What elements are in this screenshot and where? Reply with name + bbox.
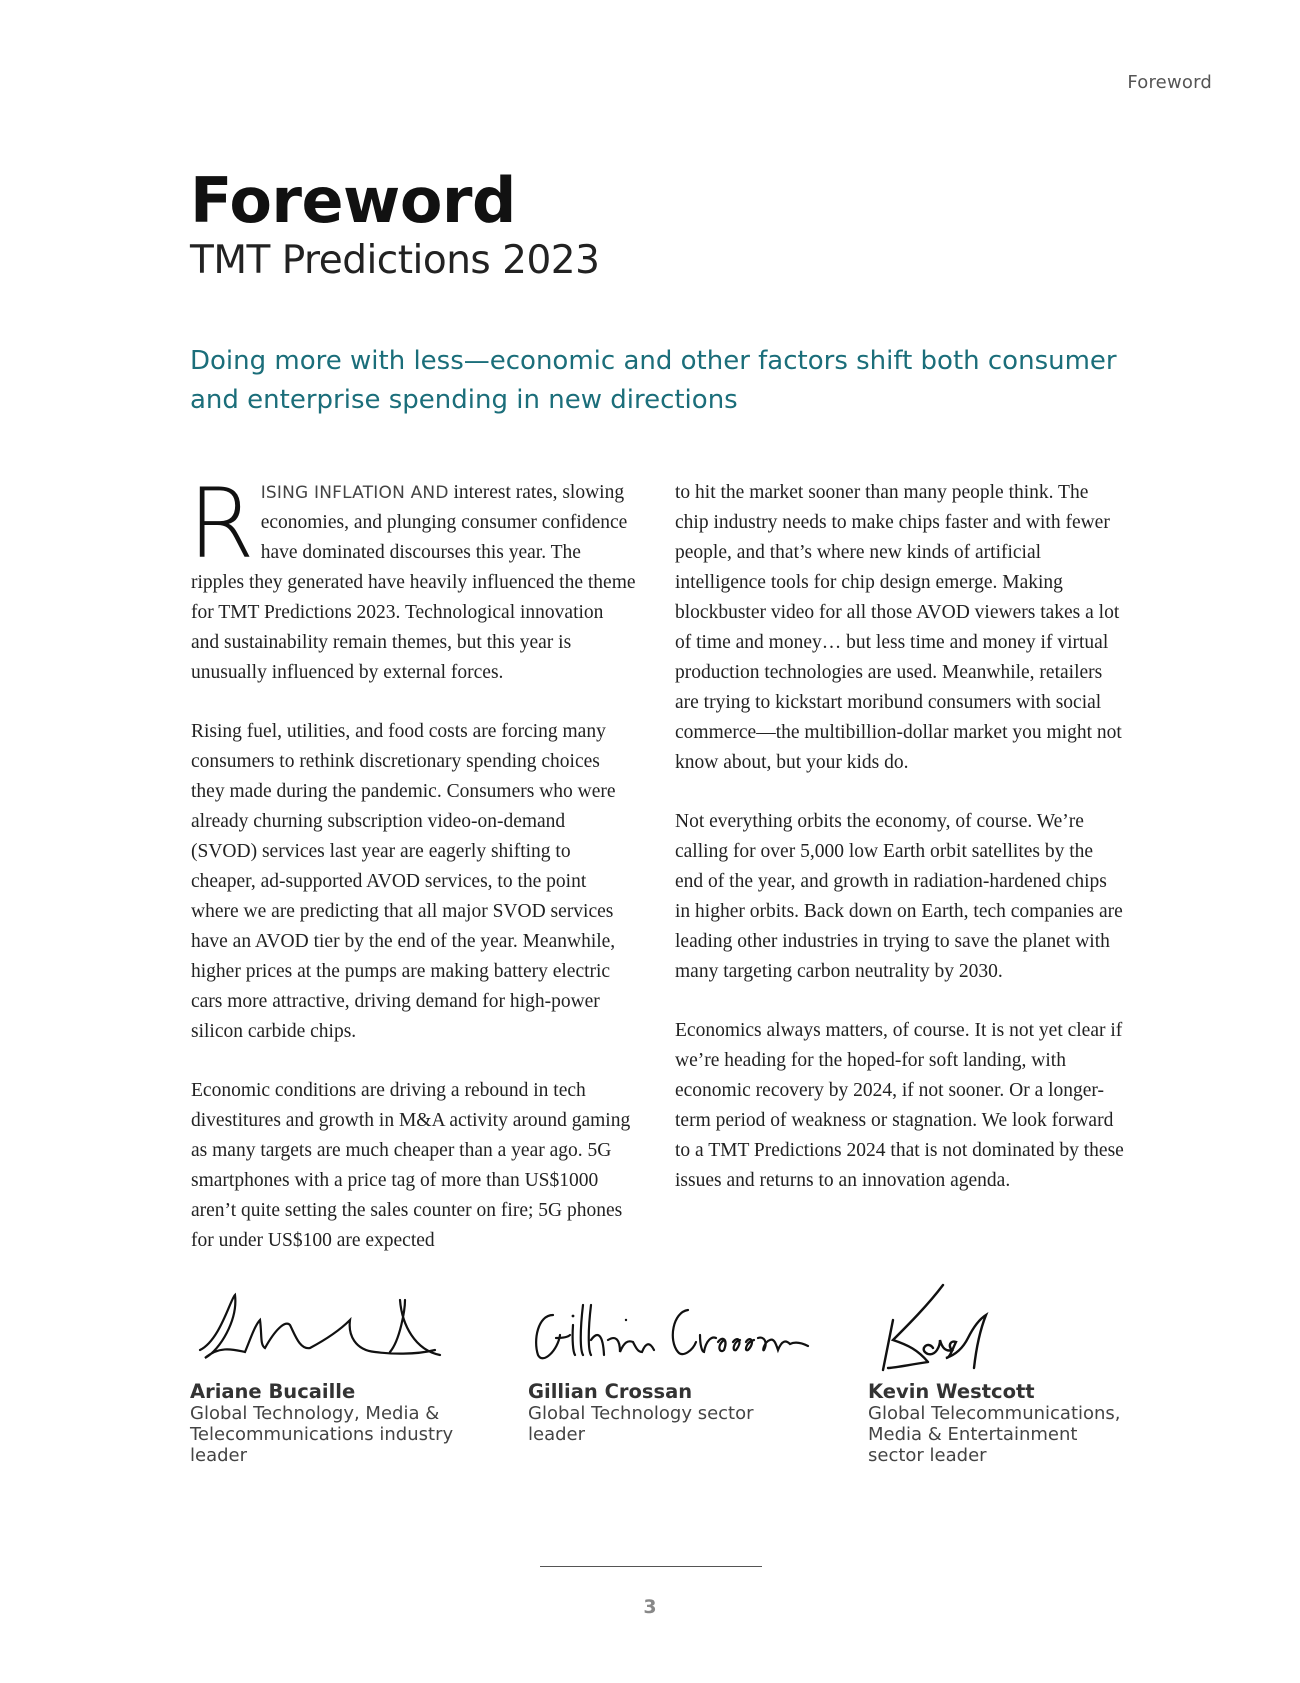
running-head: Foreword (1127, 72, 1212, 93)
paragraph-1-text: interest rates, slowing economies, and plunging consumer confidence have dominated discourses this year. The ripples they generated have heavily influenced the theme for TMT Predictions 2023. Technological innovation and sustainability remain themes, but this year is unusually influenced by external forces. (191, 482, 636, 683)
signature-ariane-bucaille (190, 1280, 450, 1380)
signer-role: Global Technology sector leader (528, 1403, 754, 1445)
page-number: 3 (643, 1596, 657, 1618)
signer-kevin-westcott (868, 1330, 1168, 1466)
page-subtitle: TMT Predictions 2023 (190, 238, 600, 283)
signer-ariane-bucaille (190, 1330, 490, 1466)
body-paragraph-6: Economics always matters, of course. It is not yet clear if we’re heading for the hoped-for soft landing, with economic recovery by 2024, if not sooner. Or a longer-term period of weakness or stagnation. We look forward to a TMT Predictions 2024 that is not dominated by these issues and returns to an innovation agenda. (675, 1020, 1124, 1191)
body-column-right (675, 478, 1125, 1225)
signer-gillian-crossan (528, 1330, 828, 1445)
body-column-left (188, 468, 636, 1285)
footer-rule (540, 1566, 762, 1567)
signer-role: Global Telecommunications, Media & Entertainment sector leader (868, 1403, 1121, 1466)
signature-gillian-crossan (528, 1280, 818, 1380)
body-paragraph-2: Rising fuel, utilities, and food costs are forcing many consumers to rethink discretionary spending choices they made during the pandemic. Consumers who were already churning subscription video-on-demand (SVOD) services last year are eagerly shifting to cheaper, ad-supported AVOD services, to the point where we are predicting that all major SVOD services have an AVOD tier by the end of the year. Meanwhile, higher prices at the pumps are making battery electric cars more attractive, driving demand for high-power silicon carbide chips. (191, 721, 616, 1042)
lead-in-smallcaps: ISING INFLATION AND (260, 483, 449, 503)
tagline: Doing more with less—economic and other factors shift both consumer and enterprise spending in new directions (190, 346, 1117, 415)
body-paragraph-1 (188, 468, 636, 688)
signer-name: Kevin Westcott (868, 1380, 1035, 1403)
page-title: Foreword (190, 164, 516, 237)
body-paragraph-3: Economic conditions are driving a rebound in tech divestitures and growth in M&A activity around gaming as many targets are much cheaper than a year ago. 5G smartphones with a price tag of more than US$1000 aren’t quite setting the sales counter on fire; 5G phones for under US$100 are expected (191, 1080, 631, 1251)
drop-cap: R (188, 468, 255, 580)
body-paragraph-4: to hit the market sooner than many people think. The chip industry needs to make chips faster and with fewer people, and that’s where new kinds of artificial intelligence tools for chip design emerge. Making blockbuster video for all those AVOD viewers takes a lot of time and money… but less time and money if virtual production technologies are used. Meanwhile, retailers are trying to kickstart moribund consumers with social commerce—the multibillion-dollar market you might not know about, but your kids do. (675, 482, 1122, 773)
signer-name: Gillian Crossan (528, 1380, 693, 1403)
signature-kevin-westcott (868, 1280, 1128, 1380)
body-paragraph-5: Not everything orbits the economy, of course. We’re calling for over 5,000 low Earth orbit satellites by the end of the year, and growth in radiation-hardened chips in higher orbits. Back down on Earth, tech companies are leading other industries in trying to save the planet with many targeting carbon neutrality by 2030. (675, 811, 1123, 982)
signer-name: Ariane Bucaille (190, 1380, 356, 1403)
signer-role: Global Technology, Media & Telecommunications industry leader (190, 1403, 454, 1466)
